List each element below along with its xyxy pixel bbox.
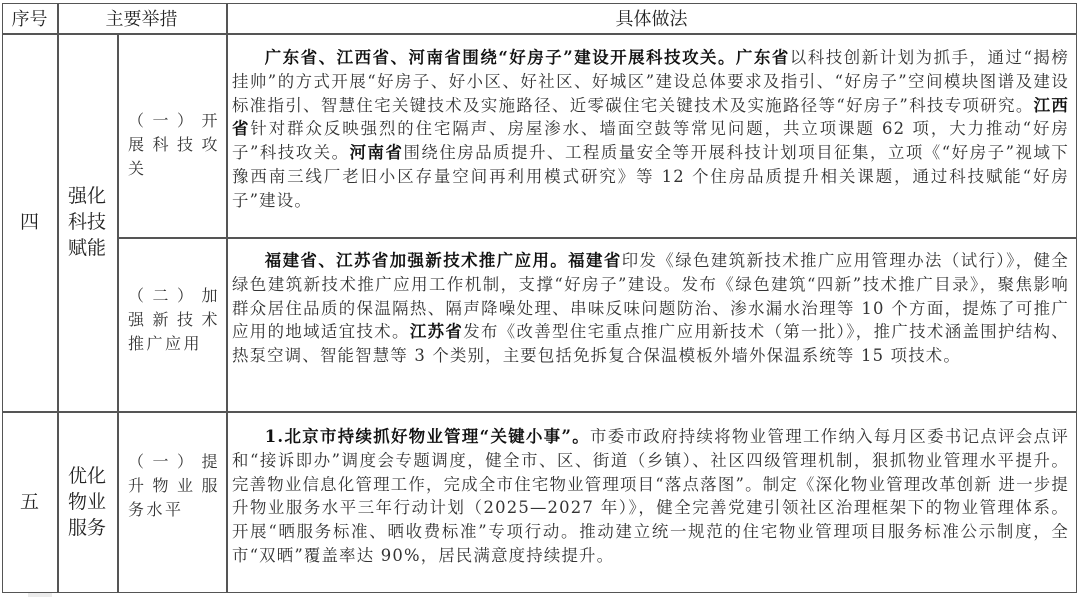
province-name: 江西省 bbox=[232, 95, 1069, 139]
sub-measure-5-1: （一）提升物业服务水平 bbox=[128, 452, 220, 519]
divider-header bbox=[2, 33, 1077, 35]
divider-row-4-1 bbox=[117, 237, 1077, 239]
province-name: 河南省 bbox=[349, 143, 404, 163]
category-line: 服务 bbox=[67, 517, 106, 539]
category-line: 优化 bbox=[67, 465, 106, 487]
province-name: 江苏省 bbox=[409, 322, 464, 342]
detail-5-1 bbox=[232, 425, 1069, 568]
detail-4-1 bbox=[232, 46, 1069, 213]
header-measure: 主要举措 bbox=[105, 9, 178, 30]
detail-text: 印发《绿色建筑新技术推广应用管理办法（试行）》，健全绿色建筑新技术推广应用工作机制，支撑“好房子”建设。发布《绿色建筑“四新”技术推广目录》，聚焦影响群众居住品质的保温隔热、隔声降噪处理、串味反味问题防治、渗水漏水治理等 10 个方面，提炼了可推广应用的地域适宜技术。 bbox=[232, 251, 1069, 342]
row-category-4 bbox=[57, 33, 117, 411]
detail-text: 以科技创新计划为抓手，通过“揭榜挂帅”的方式开展“好房子、好小区、好社区、好城区”建设总体要求及指引、“好房子”空间模块图谱及建设标准指引、智慧住宅关键技术及实施路径、近零碳住宅关键技术及实施路径等“好房子”科技专项研究。 bbox=[232, 48, 1069, 115]
detail-text: 发布《改善型住宅重点推广应用新技术（第一批）》，推广技术涵盖围护结构、热泵空调、智能智慧等 3 个类别，主要包括免拆复合保温模板外墙外保温系统等 15 项技术。 bbox=[232, 322, 1069, 366]
category-line: 强化 bbox=[67, 185, 106, 207]
detail-text: 针对群众反映强烈的住宅隔声、房屋渗水、墙面空鼓等常见问题，共立项课题 62 项，大力推动“好房子”科技攻关。 bbox=[232, 119, 1069, 163]
detail-text: 围绕住房品质提升、工程质量安全等开展科技计划项目征集，立项《“好房子”视域下豫西南三线厂老旧小区存量空间再利用模式研究》等 12 个住房品质提升相关课题，通过科技赋能“好房子”建设。 bbox=[232, 143, 1069, 210]
row-index-4: 四 bbox=[19, 211, 39, 233]
sub-measure-4-2: （二）加强新技术推广应用 bbox=[128, 286, 220, 353]
category-line: 科技 bbox=[67, 211, 106, 233]
province-name: 广东省 bbox=[735, 48, 790, 67]
divider-col-measure bbox=[226, 3, 228, 593]
header-detail: 具体做法 bbox=[615, 9, 688, 30]
category-line: 赋能 bbox=[67, 237, 106, 259]
detail-4-2 bbox=[232, 249, 1069, 368]
province-name: 福建省 bbox=[568, 251, 622, 270]
divider-row-4-5 bbox=[2, 411, 1077, 413]
divider-col-category bbox=[117, 33, 119, 593]
category-line: 物业 bbox=[67, 491, 106, 513]
row-category-5 bbox=[57, 411, 117, 593]
sub-measure-4-1: （一）开展科技攻关 bbox=[128, 111, 220, 178]
detail-lead: 1.北京市持续抓好物业管理“关键小事”。 bbox=[264, 427, 590, 446]
detail-lead: 广东省、江西省、河南省围绕“好房子”建设开展科技攻关。 bbox=[264, 48, 736, 67]
page-edge-mark bbox=[28, 593, 52, 597]
detail-lead: 福建省、江苏省加强新技术推广应用。 bbox=[264, 251, 569, 270]
header-index: 序号 bbox=[11, 9, 48, 30]
row-index-5: 五 bbox=[19, 491, 39, 513]
detail-text: 市委市政府持续将物业管理工作纳入每月区委书记点评会点评和“接诉即办”调度会专题调度，健全市、区、街道（乡镇）、社区四级管理机制，狠抓物业管理水平提升。完善物业信息化管理工作，完成全市住宅物业管理项目“落点落图”。制定《深化物业管理改革创新 进一步提升物业服务水平三年行动计划（2025—2027 年）》，健全完善党建引领社区治理框架下的物业管理体系。开展“晒服务标准、晒收费标准”专项行动。推动建立统一规范的住宅物业管理项目服务标准公示制度，全市“双晒”覆盖率达 90%，居民满意度持续提升。 bbox=[232, 427, 1069, 565]
